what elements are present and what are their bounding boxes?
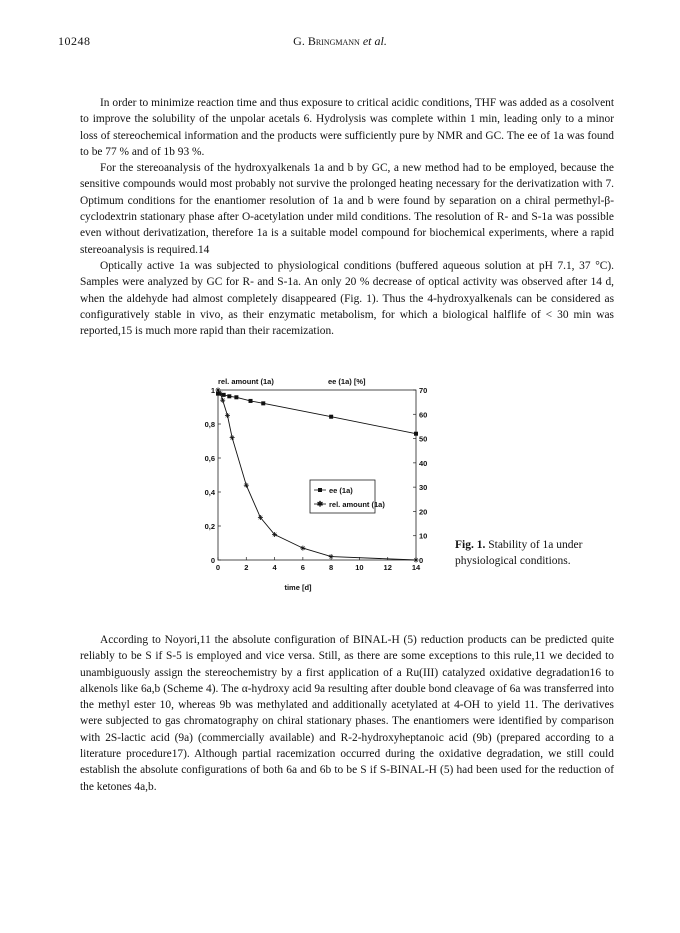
y-tick-label-right: 0 [419,556,424,565]
data-point-amount [220,398,225,403]
y-tick-label-left: 0,8 [204,420,215,429]
data-point-amount [216,388,221,393]
y-tick-label-right: 20 [419,507,428,517]
plot-frame [218,390,416,560]
data-point-amount [225,413,230,418]
data-point-amount [300,546,305,551]
paragraph: Optically active 1a was subjected to physiological conditions (buffered aqueous solution at pH 7.1, 37 °C). Samples were analyzed by GC for R- and S-1a. An only 20 % decrease of optical activity was observed after 14 d, when the aldehyde had almost completely disappeared (Fig. 1). Thus the 4-hydroxyalkenals can be considered as configuratively stable in vivo, as their enzymatic metabolism, for which a biological halflife of < 30 min was reported,15 is much more rapid than their racemization. [80,259,614,338]
x-tick-label: 8 [329,563,334,572]
figure-1 [180,372,450,597]
body-text-top [80,95,614,339]
paragraph: For the stereoanalysis of the hydroxyalkenals 1a and b by GC, a new method had to be employed, because the sensitive compounds would most probably not survive the prolonged heating necessary for the derivatization with 7. Optimum conditions for the enantiomer resolution of 1a and b were found by separation on a chiral permethyl-β-cyclodextrin stationary phase after O-acetylation under mild conditions. The resolution of R- and S-1a was possible even without derivatization, therefore 1a is a suitable model compound for biochemical experiments, where a rapid stereoanalysis is required.14 [80,162,614,256]
x-tick-label: 4 [272,563,277,572]
x-tick-label: 10 [355,563,364,572]
y-tick-label-right: 60 [419,410,428,420]
data-point-amount [218,391,223,396]
legend-marker-amount: ✱ [316,499,324,509]
x-tick-label: 2 [244,563,249,572]
y-tick-label-right: 40 [419,458,428,468]
page-number: 10248 [58,34,91,48]
data-point-ee [234,395,238,399]
y-tick-label-left: 0,4 [204,488,215,497]
figure-caption [455,537,590,569]
data-point-amount [230,435,235,440]
data-point-amount [258,515,263,520]
data-point-ee [261,401,265,405]
running-title [0,34,680,49]
y-tick-label-right: 10 [419,531,428,541]
x-tick-label: 0 [215,563,221,572]
y-tick-label-left: 1 [210,386,215,395]
running-header [0,34,680,54]
figure-caption-label: Fig. 1. [455,539,486,551]
x-tick-label: 6 [300,563,305,572]
y-tick-label-left: 0 [210,556,215,565]
x-axis-label: time [d] [284,583,312,592]
running-etal: et al. [362,34,387,48]
legend-marker-ee [318,488,322,492]
x-tick-label: 14 [411,563,421,572]
paragraph: According to Noyori,11 the absolute configuration of BINAL-H (5) reduction products can be predicted quite reliably to be S if S-5 is employed and vice versa. Still, as there are some exceptions to this rule,11 we decided to unambiguously assign the stereochemistry by a first application of a Ru(III) catalyzed oxidative degradation16 to alkenols like 6a,b (Scheme 4). The α-hydroxy acid 9a resulting after double bond cleavage of 6a was transferred into the methyl ester 10, whereas 9b was methylated and additionally acetylated at 4-OH to yield 11. The derivatives were subjected to gas chromatography on chiral stationary phases. The enantiomers were identified by comparison with 2S-lactic acid (9a) (commercially available) and R-2-hydroxyheptanoic acid (9b) (prepared according to a literature procedure17). Although partial racemization occurred during the oxidative degradation, we still could establish the absolute configurations of both 6a and 6b to be S if S-BINAL-H (5) had been used for the reduction of the ketones 4a,b. [80,634,614,793]
y-axis-label-left: rel. amount (1a) [218,377,274,386]
legend [310,480,385,513]
figure-caption-text: Stability of 1a under physiological conditions. [455,539,583,567]
series-line-amount [218,390,416,560]
y-tick-label-right: 30 [419,483,428,493]
series-line-ee [218,394,416,434]
x-tick-label: 12 [383,563,392,572]
data-point-amount [244,483,249,488]
body-text-bottom [80,632,614,795]
y-tick-label-left: 0,2 [204,522,215,531]
y-axis-label-right: ee (1a) [%] [328,377,366,386]
data-point-amount [414,558,419,563]
running-author: G. Bringmann [293,34,360,48]
y-tick-label-right: 50 [419,434,428,444]
data-point-amount [272,532,277,537]
data-point-ee [249,399,253,403]
legend-label-amount: rel. amount (1a) [329,500,385,509]
y-tick-label-left: 0,6 [204,454,215,463]
y-tick-label-right: 70 [419,386,428,395]
data-point-amount [329,554,334,559]
legend-label-ee: ee (1a) [329,486,353,495]
stability-chart [180,372,450,597]
data-point-ee [329,415,333,419]
data-point-ee [414,432,418,436]
data-point-ee [227,394,231,398]
paragraph: In order to minimize reaction time and thus exposure to critical acidic conditions, THF was added as a cosolvent to improve the solubility of the unpolar acetals 6. Hydrolysis was complete within 1 min, leading only to a minor loss of stereochemical information and the products were sufficiently pure by NMR and GC. The ee of 1a was found to be 77 % and of 1b 93 %. [80,97,614,158]
